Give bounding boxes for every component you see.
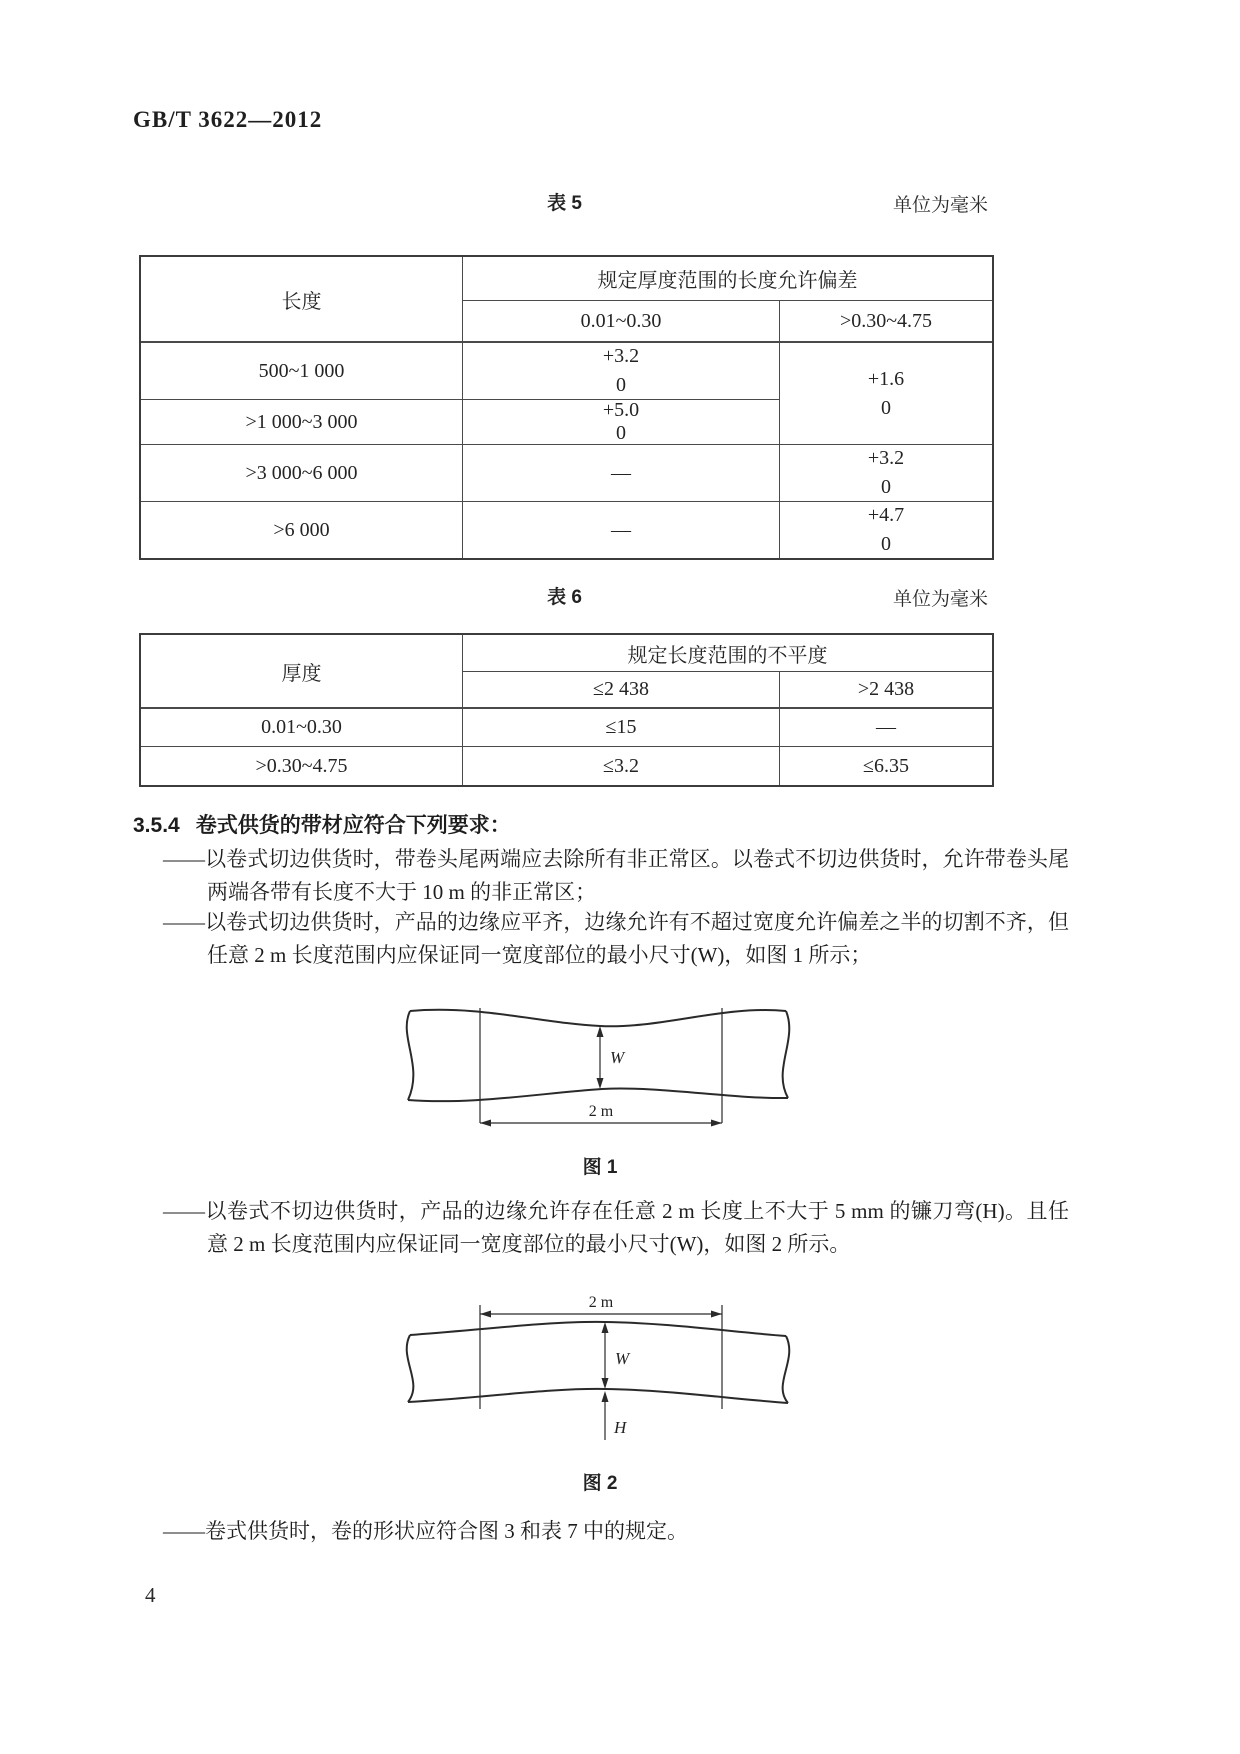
table6-subheader-1: ≤2 438 [463,672,780,709]
clause-number: 3.5.4 [133,814,180,837]
camber-symbol-label: H [614,1418,627,1437]
tolerance-lower: 0 [616,422,626,444]
table5-row-label: >1 000~3 000 [141,400,463,445]
figure1-caption: 图 1 [582,1157,618,1178]
tolerance-upper: +5.0 [602,400,640,421]
table5-row-label: >3 000~6 000 [141,445,463,502]
table6 [139,633,994,787]
bullet-text: 卷式供货时，卷的形状应符合图 3 和表 7 中的规定。 [205,1519,688,1543]
table6-caption: 表 6 [547,587,582,608]
table5-row-label: >6 000 [141,502,463,558]
arrowhead-left [480,1311,491,1318]
arrowhead-up [602,1322,609,1333]
span-dimension-label: 2 m [588,1294,614,1311]
strip-bottom-edge [408,1089,788,1102]
table5-unit-note: 单位为毫米 [892,195,988,216]
bullet-dash: —— [163,1199,205,1223]
arrowhead-up [597,1026,604,1037]
table6-caption-row [139,582,990,610]
table6-row-header: 厚度 [141,635,463,709]
table5-tolerance-cell [463,343,780,400]
bullet-dash: —— [163,847,205,871]
table5-subheader-1: 0.01~0.30 [463,301,780,343]
span-dimension-label: 2 m [588,1103,614,1120]
figure2-diagram [400,1292,800,1452]
bullet-text: 以卷式切边供货时，带卷头尾两端应去除所有非正常区。以卷式不切边供货时，允许带卷头尾两端各带有长度不大于 10 m 的非正常区； [205,847,1069,904]
strip-bottom-edge [408,1389,788,1403]
clause-bullet-1 [163,843,1069,909]
table5-row-header: 长度 [141,257,463,343]
tolerance-lower: 0 [616,374,626,396]
table6-row-label: >0.30~4.75 [141,747,463,785]
arrowhead-left [480,1120,491,1127]
strip-torn-right-edge [783,1011,790,1098]
table6-span-header: 规定长度范围的不平度 [463,635,992,672]
bullet-dash: —— [163,910,205,934]
table5-empty-cell: — [463,502,780,558]
table6-value-cell: — [780,709,992,747]
tolerance-upper: +4.7 [867,504,905,526]
table6-subheader-2: >2 438 [780,672,992,709]
tolerance-upper: +3.2 [602,345,640,367]
strip-camber-diagram [400,1292,800,1452]
clause-title: 卷式供货的带材应符合下列要求： [195,814,511,837]
figure2-caption: 图 2 [582,1473,618,1494]
clause-bullet-2 [163,906,1069,972]
tolerance-lower: 0 [881,533,891,555]
table5-tolerance-cell [780,445,992,502]
clause-bullet-4 [163,1515,1069,1548]
standard-number-header: GB/T 3622—2012 [133,107,323,132]
strip-torn-right-edge [783,1336,790,1403]
page-number: 4 [145,1583,156,1607]
table5-tolerance-cell [780,502,992,558]
table5-empty-cell: — [463,445,780,502]
camber-arrowhead-up [602,1391,609,1402]
arrowhead-right [711,1311,722,1318]
clause-bullet-3 [163,1195,1069,1261]
arrowhead-down [597,1078,604,1089]
table6-value-cell: ≤6.35 [863,754,909,777]
figure1-diagram [400,995,800,1135]
table5-tolerance-cell [463,400,780,445]
bullet-text: 以卷式切边供货时，产品的边缘应平齐，边缘允许有不超过宽度允许偏差之半的切割不齐，但任意 2 m 长度范围内应保证同一宽度部位的最小尺寸(W)，如图 1 所示； [205,910,1069,967]
arrowhead-right [711,1120,722,1127]
width-symbol-label: W [610,1048,625,1067]
bullet-text: 以卷式不切边供货时，产品的边缘允许存在任意 2 m 长度上不大于 5 mm 的镰刀弯(H)。且任意 2 m 长度范围内应保证同一宽度部位的最小尺寸(W)，如图 2 所示。 [205,1199,1069,1256]
strip-top-edge [410,1010,786,1026]
strip-torn-left-edge [407,1011,414,1100]
tolerance-lower: 0 [881,476,891,498]
table6-value-cell: ≤3.2 [463,747,780,785]
tolerance-upper: +1.6 [867,367,905,390]
table5-subheader-2: >0.30~4.75 [780,301,992,343]
table6-value-cell: ≤15 [463,709,780,747]
strip-width-diagram [400,995,800,1135]
table5-span-header: 规定厚度范围的长度允许偏差 [463,257,992,301]
tolerance-lower: 0 [881,396,891,419]
table5-tolerance-cell-merged [780,343,992,445]
strip-top-edge [410,1322,786,1336]
width-symbol-label: W [615,1349,630,1368]
table5-row-label: 500~1 000 [141,343,463,400]
strip-torn-left-edge [407,1335,414,1402]
table5 [139,255,994,560]
tolerance-upper: +3.2 [867,447,905,469]
arrowhead-down [602,1378,609,1389]
clause-heading [133,809,511,839]
table6-unit-note: 单位为毫米 [892,589,988,610]
table5-caption: 表 5 [547,193,582,214]
table6-row-label: 0.01~0.30 [141,709,463,747]
table5-caption-row [139,188,990,216]
bullet-dash: —— [163,1519,205,1543]
